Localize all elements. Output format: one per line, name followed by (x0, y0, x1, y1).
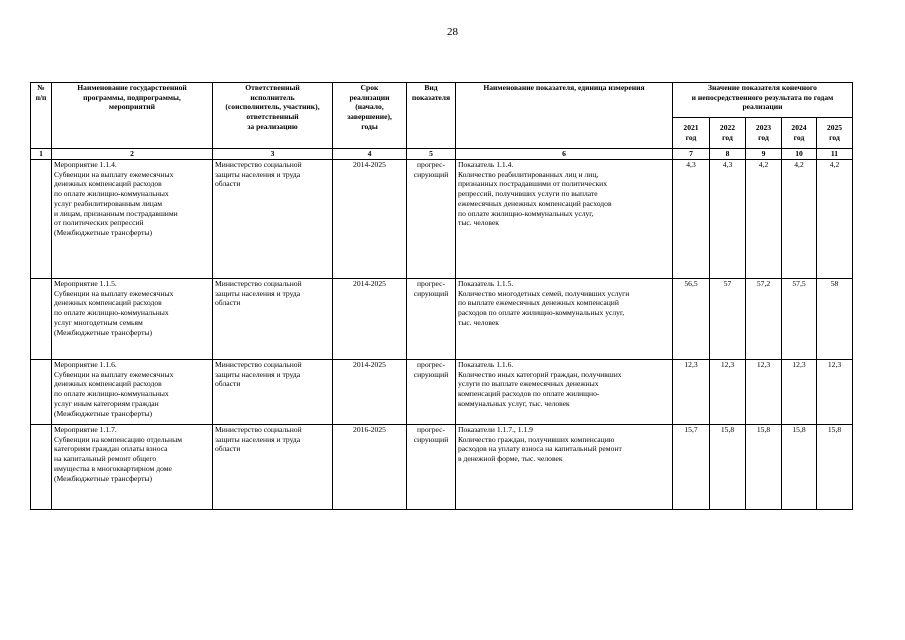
row-num (31, 425, 52, 510)
row-indicator: Показатель 1.1.6. Количество иных категорий граждан, получивших услуги по выплате ежемесячных денежных компенсаций расходов по оплате жилищно- коммунальных услуг, тыс. человек (456, 360, 673, 425)
column-number: 3 (213, 149, 333, 160)
column-number: 11 (817, 149, 853, 160)
row-indicator: Показатель 1.1.5. Количество многодетных семей, получивших услуги по выплате ежемесячных денежных компенсаций расходов по оплате жилищно-коммунальных услуг, тыс. человек (456, 279, 673, 360)
row-measure-name: Мероприятие 1.1.7. Субвенции на компенсацию отдельным категориям граждан оплаты взноса на капитальный ремонт общего имущества в многоквартирном доме (Межбюджетные трансферты) (52, 425, 213, 510)
table-row (31, 160, 853, 279)
header-values-group: Значение показателя конечного и непосредственного результата по годам реализации (673, 83, 853, 118)
row-value-2023: 15,8 (746, 425, 782, 510)
header-year-2021: 2021 год (673, 118, 710, 149)
header-num: № п/п (31, 83, 52, 149)
column-number: 9 (746, 149, 782, 160)
row-num (31, 360, 52, 425)
row-measure-name: Мероприятие 1.1.5. Субвенции на выплату ежемесячных денежных компенсаций расходов по оплате жилищно-коммунальных услуг многодетным семьям (Межбюджетные трансферты) (52, 279, 213, 360)
header-row (31, 83, 853, 118)
row-indicator-type: прогрес- сирующий (407, 360, 456, 425)
column-number: 6 (456, 149, 673, 160)
column-number: 7 (673, 149, 710, 160)
row-value-2023: 12,3 (746, 360, 782, 425)
row-num (31, 160, 52, 279)
row-num (31, 279, 52, 360)
column-numbers-row (31, 149, 853, 160)
row-value-2022: 4,3 (710, 160, 746, 279)
column-number: 4 (333, 149, 407, 160)
row-value-2021: 15,7 (673, 425, 710, 510)
indicators-table (30, 82, 853, 510)
row-executor: Министерство социальной защиты населения и труда области (213, 279, 333, 360)
row-indicator: Показатели 1.1.7., 1.1.9 Количество граждан, получивших компенсацию расходов на уплату взноса на капитальный ремонт в денежной форме, тыс. человек (456, 425, 673, 510)
row-value-2023: 4,2 (746, 160, 782, 279)
row-measure-name: Мероприятие 1.1.6. Субвенции на выплату ежемесячных денежных компенсаций расходов по оплате жилищно-коммунальных услуг иным категориям граждан (Межбюджетные трансферты) (52, 360, 213, 425)
row-indicator-type: прогрес- сирующий (407, 160, 456, 279)
row-value-2021: 56,5 (673, 279, 710, 360)
header-year-2023: 2023 год (746, 118, 782, 149)
table-row (31, 279, 853, 360)
row-value-2025: 12,3 (817, 360, 853, 425)
row-value-2022: 57 (710, 279, 746, 360)
row-value-2024: 12,3 (782, 360, 817, 425)
row-value-2025: 15,8 (817, 425, 853, 510)
header-year-2024: 2024 год (782, 118, 817, 149)
row-indicator-type: прогрес- сирующий (407, 279, 456, 360)
column-number: 10 (782, 149, 817, 160)
row-term: 2016-2025 (333, 425, 407, 510)
row-executor: Министерство социальной защиты населения и труда области (213, 160, 333, 279)
row-value-2021: 12,3 (673, 360, 710, 425)
row-executor: Министерство социальной защиты населения и труда области (213, 425, 333, 510)
header-year-2025: 2025 год (817, 118, 853, 149)
row-value-2024: 15,8 (782, 425, 817, 510)
row-term: 2014-2025 (333, 279, 407, 360)
row-value-2022: 15,8 (710, 425, 746, 510)
header-indicator: Наименование показателя, единица измерения (456, 83, 673, 149)
header-year-2022: 2022 год (710, 118, 746, 149)
table-row (31, 360, 853, 425)
row-measure-name: Мероприятие 1.1.4. Субвенции на выплату ежемесячных денежных компенсаций расходов по оплате жилищно-коммунальных услуг реабилитированным лицам и лицам, признанным пострадавшими от политических репрессий (Межбюджетные трансферты) (52, 160, 213, 279)
column-number: 8 (710, 149, 746, 160)
header-executor: Ответственный исполнитель (соисполнитель, участник), ответственный за реализацию (213, 83, 333, 149)
row-term: 2014-2025 (333, 360, 407, 425)
row-executor: Министерство социальной защиты населения и труда области (213, 360, 333, 425)
row-value-2022: 12,3 (710, 360, 746, 425)
row-indicator-type: прогрес- сирующий (407, 425, 456, 510)
header-name: Наименование государственной программы, подпрограммы, мероприятий (52, 83, 213, 149)
column-number: 1 (31, 149, 52, 160)
header-type: Вид показателя (407, 83, 456, 149)
table-row (31, 425, 853, 510)
row-value-2023: 57,2 (746, 279, 782, 360)
header-term: Срок реализации (начало, завершение), годы (333, 83, 407, 149)
row-value-2025: 4,2 (817, 160, 853, 279)
row-value-2021: 4,3 (673, 160, 710, 279)
page-number: 28 (447, 26, 458, 38)
row-term: 2014-2025 (333, 160, 407, 279)
column-number: 5 (407, 149, 456, 160)
row-value-2024: 57,5 (782, 279, 817, 360)
row-value-2024: 4,2 (782, 160, 817, 279)
row-indicator: Показатель 1.1.4. Количество реабилитированных лиц и лиц, признанных пострадавшими от политических репрессий, получивших услуги по выплате ежемесячных денежных компенсаций расходов по оплате жилищно-коммунальных услуг, тыс. человек (456, 160, 673, 279)
row-value-2025: 58 (817, 279, 853, 360)
column-number: 2 (52, 149, 213, 160)
